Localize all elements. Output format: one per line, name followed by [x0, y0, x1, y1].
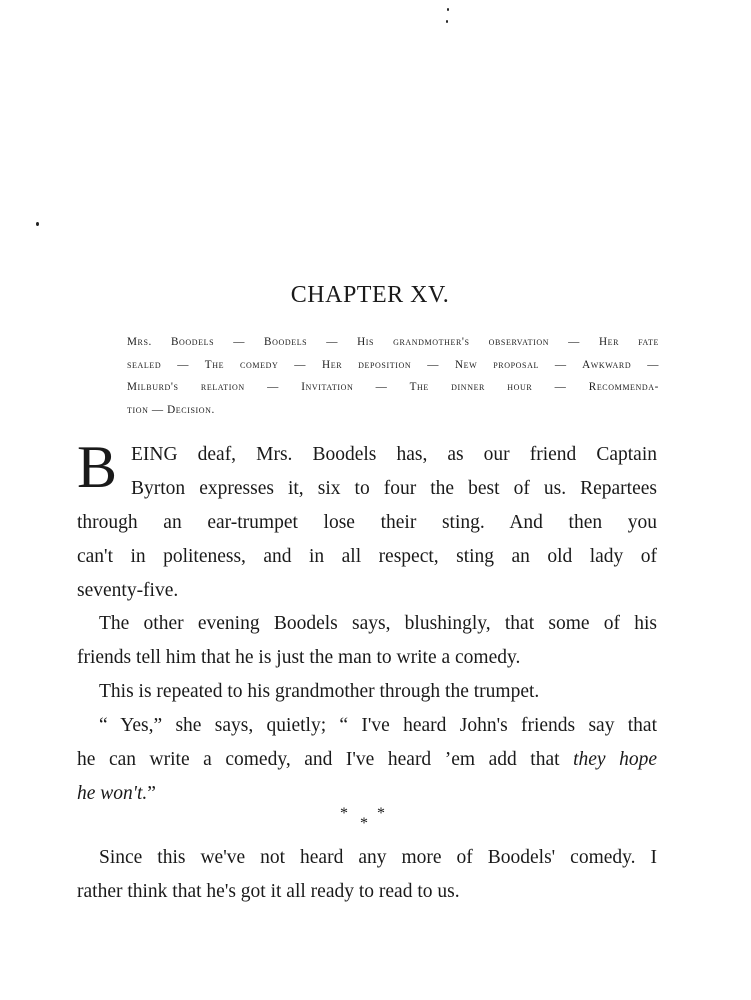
closing-quote: ”: [147, 783, 156, 804]
paragraph-2: [77, 607, 657, 675]
print-speck: [447, 8, 449, 11]
summary-line: sealed — The comedy — Her deposition — New proposal — Awkward —: [127, 358, 659, 371]
print-speck: [36, 222, 39, 226]
drop-cap: B: [77, 434, 118, 500]
chapter-summary: [127, 331, 659, 422]
text-line: rather think that he's got it all ready to read to us.: [77, 881, 460, 902]
paragraph-1: [77, 434, 657, 608]
text-line: can't in politeness, and in all respect, sting an old lady of: [77, 546, 657, 567]
text-line: [77, 743, 657, 777]
text-line: The other evening Boodels says, blushingly, that some of his: [99, 613, 657, 634]
text-line: Byrton expresses it, six to four the best of us. Repartees: [131, 478, 657, 499]
text-line: Since this we've not heard any more of Boodels' comedy. I: [99, 847, 657, 868]
section-divider: [320, 805, 420, 845]
text-line: seventy-five.: [77, 580, 179, 601]
paragraph-4: [77, 709, 657, 811]
paragraph-3: [77, 675, 657, 709]
chapter-title: CHAPTER XV.: [290, 282, 450, 308]
divider-star: *: [340, 805, 348, 822]
summary-line: tion — Decision.: [127, 404, 215, 417]
text-span: he can write a comedy, and I've heard ’em add that: [77, 749, 560, 770]
text-line: friends tell him that he is just the man to write a comedy.: [77, 647, 521, 668]
text-line: “ Yes,” she says, quietly; “ I've heard John's friends say that: [99, 715, 657, 736]
summary-line: Milburd's relation — Invitation — The dinner hour — Recommenda-: [127, 381, 659, 394]
print-speck: [446, 20, 448, 23]
summary-line: Mrs. Boodels — Boodels — His grandmother's observation — Her fate: [127, 336, 659, 348]
italic-span: he won't.: [77, 783, 148, 804]
divider-star: *: [377, 805, 385, 822]
paragraph-5: [77, 841, 657, 909]
text-line: This is repeated to his grandmother through the trumpet.: [99, 681, 540, 702]
text-line: EING deaf, Mrs. Boodels has, as our friend Captain: [131, 444, 657, 465]
text-line: through an ear-trumpet lose their sting. And then you: [77, 512, 657, 533]
divider-star: *: [360, 815, 368, 832]
italic-span: they hope: [573, 749, 658, 770]
